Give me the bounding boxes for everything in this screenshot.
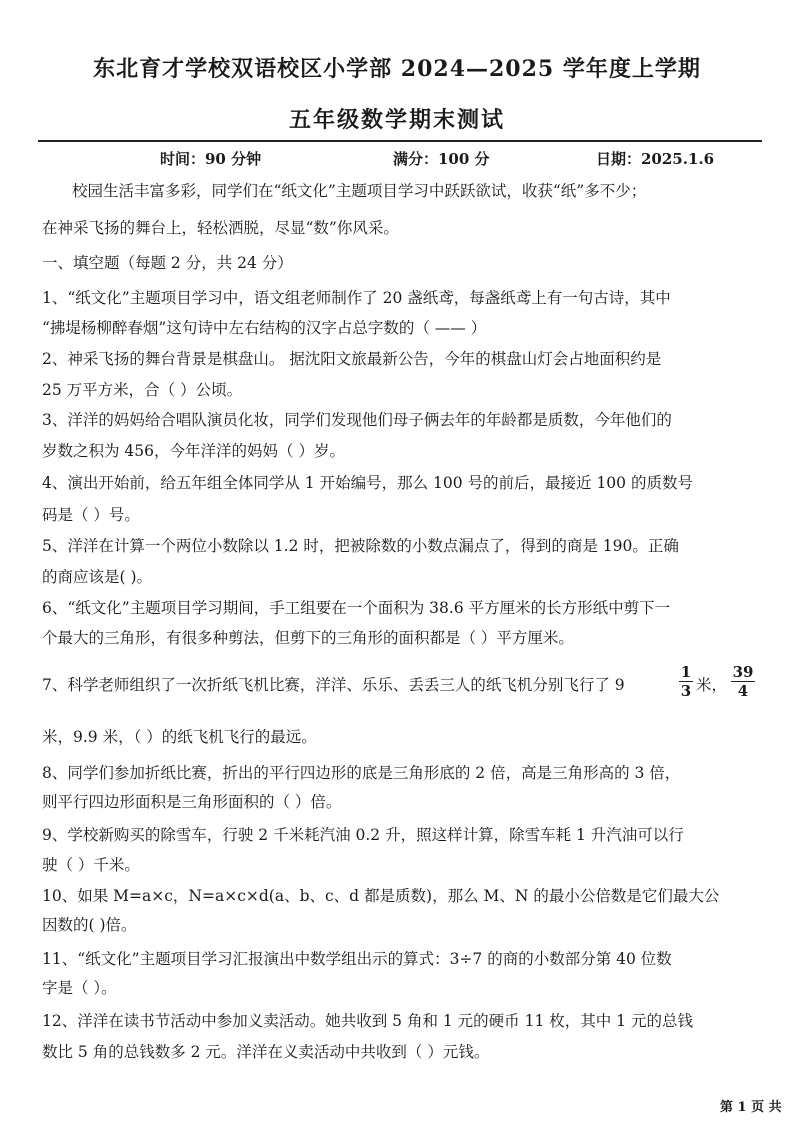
fraction-numerator: 39	[732, 663, 754, 681]
fraction-39-over-4	[731, 663, 755, 700]
exam-score: 满分：100 分	[393, 150, 490, 168]
question-7-line-1: 7、科学老师组织了一次折纸飞机比赛，洋洋、乐乐、丢丢三人的纸飞机分别飞行了 9	[42, 676, 625, 694]
exam-time: 时间：90 分钟	[160, 150, 262, 168]
question-10-line-2: 因数的( )倍。	[42, 916, 137, 934]
page-title: 东北育才学校双语校区小学部 2024—2025 学年度上学期	[93, 56, 701, 82]
title-divider	[38, 140, 762, 142]
question-6-line-1: 6、“纸文化”主题项目学习期间，手工组要在一个面积为 38.6 平方厘米的长方形纸中剪下一	[42, 599, 671, 617]
question-10-line-1: 10、如果 M=a×c，N=a×c×d(a、b、c、d 都是质数)，那么 M、N 的最小公倍数是它们最大公	[42, 887, 720, 905]
question-3-line-2: 岁数之积为 456，今年洋洋的妈妈（ ）岁。	[42, 442, 345, 460]
fraction-denominator: 4	[737, 682, 749, 700]
question-12-line-2: 数比 5 角的总钱数多 2 元。洋洋在义卖活动中共收到（ ）元钱。	[42, 1043, 490, 1061]
question-5-line-1: 5、洋洋在计算一个两位小数除以 1.2 时，把被除数的小数点漏点了，得到的商是 190。正确	[42, 537, 679, 555]
question-8-line-2: 则平行四边形面积是三角形面积的（ ）倍。	[42, 793, 342, 811]
question-9-line-1: 9、学校新购买的除雪车，行驶 2 千米耗汽油 0.2 升，照这样计算，除雪车耗 1 升汽油可以行	[42, 826, 684, 844]
question-7-line-2: 米，9.9 米，（ ）的纸飞机飞行的最远。	[42, 728, 317, 746]
question-11-line-2: 字是（ ）。	[42, 979, 117, 997]
question-1-line-2: “拂堤杨柳醉春烟”这句诗中左右结构的汉字占总字数的（ —— ）	[42, 319, 487, 337]
fraction-nine-one-third	[679, 663, 693, 700]
question-1-line-1: 1、“纸文化”主题项目学习中，语文组老师制作了 20 盏纸鸢，每盏纸鸢上有一句古诗，其中	[42, 289, 671, 307]
question-8-line-1: 8、同学们参加折纸比赛，折出的平行四边形的底是三角形底的 2 倍，高是三角形高的 3 倍，	[42, 764, 681, 782]
question-4-line-1: 4、演出开始前，给五年组全体同学从 1 开始编号，那么 100 号的前后，最接近 100 的质数号	[42, 474, 693, 492]
question-11-line-1: 11、“纸文化”主题项目学习汇报演出中数学组出示的算式：3÷7 的商的小数部分第 40 位数	[42, 950, 672, 968]
page-number: 第 1 页 共	[720, 1100, 782, 1115]
question-5-line-2: 的商应该是( )。	[42, 568, 153, 586]
question-2-line-1: 2、神采飞扬的舞台背景是棋盘山。 据沈阳文旅最新公告，今年的棋盘山灯会占地面积约是	[42, 350, 662, 368]
exam-subtitle: 五年级数学期末测试	[288, 107, 505, 133]
question-12-line-1: 12、洋洋在读书节活动中参加义卖活动。她共收到 5 角和 1 元的硬币 11 枚，其中 1 元的总钱	[42, 1012, 693, 1030]
question-4-line-2: 码是（ ）号。	[42, 506, 140, 524]
exam-date: 日期：2025.1.6	[596, 150, 715, 168]
fraction-denominator: 3	[680, 682, 692, 700]
fraction-numerator: 1	[680, 663, 692, 681]
question-3-line-1: 3、洋洋的妈妈给合唱队演员化妆，同学们发现他们母子俩去年的年龄都是质数，今年他们的	[42, 411, 672, 429]
question-6-line-2: 个最大的三角形，有很多种剪法，但剪下的三角形的面积都是（ ）平方厘米。	[42, 629, 574, 647]
question-2-line-2: 25 万平方米，合（ ）公顷。	[42, 381, 243, 399]
question-9-line-2: 驶（ ）千米。	[42, 856, 140, 874]
question-7-unit: 米，	[696, 676, 728, 694]
intro-line-1: 校园生活丰富多彩，同学们在“纸文化”主题项目学习中跃跃欲试，收获“纸”多不少；	[72, 182, 647, 200]
intro-line-2: 在神采飞扬的舞台上，轻松洒脱，尽显“数”你风采。	[42, 219, 399, 237]
section-heading: 一、填空题（每题 2 分，共 24 分）	[42, 254, 293, 272]
